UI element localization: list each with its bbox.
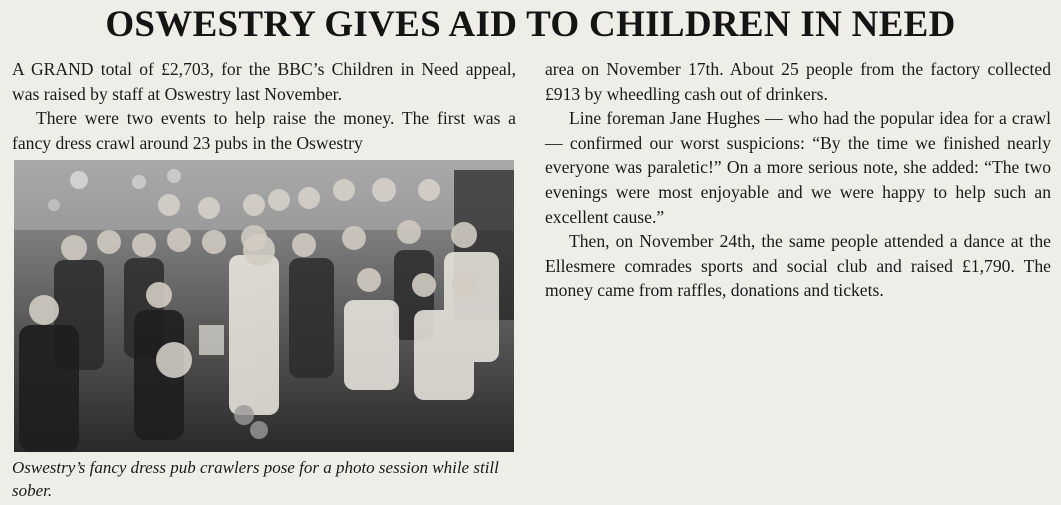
paragraph-events: There were two events to help raise the money. The first was a fancy dress crawl around 23 pubs in the Oswestry xyxy=(12,108,516,153)
paragraph-quote: Line foreman Jane Hughes — who had the popular idea for a crawl — confirmed our worst suspicions: “By the time we finished nearly everyone was paraletic!” On a more serious note, she added: “The two evenings were most enjoyable and we were happy to help such an excellent cause.” xyxy=(545,108,1051,227)
group-photo xyxy=(14,160,514,452)
group-photo-image xyxy=(14,160,514,452)
paragraph-intro: A GRAND total of £2,703, for the BBC’s Children in Need appeal, was raised by staff at Oswestry last November. xyxy=(12,59,516,104)
headline: OSWESTRY GIVES AID TO CHILDREN IN NEED xyxy=(105,4,956,45)
right-column xyxy=(545,57,1051,303)
paragraph-crawl-result: area on November 17th. About 25 people from the factory collected £913 by wheedling cash out of drinkers. xyxy=(545,59,1051,104)
paragraph-dance: Then, on November 24th, the same people attended a dance at the Ellesmere comrades sports and social club and raised £1,790. The money came from raffles, donations and tickets. xyxy=(545,231,1051,301)
photo-caption: Oswestry’s fancy dress pub crawlers pose for a photo session while still sober. xyxy=(12,458,499,500)
left-column xyxy=(12,57,516,155)
